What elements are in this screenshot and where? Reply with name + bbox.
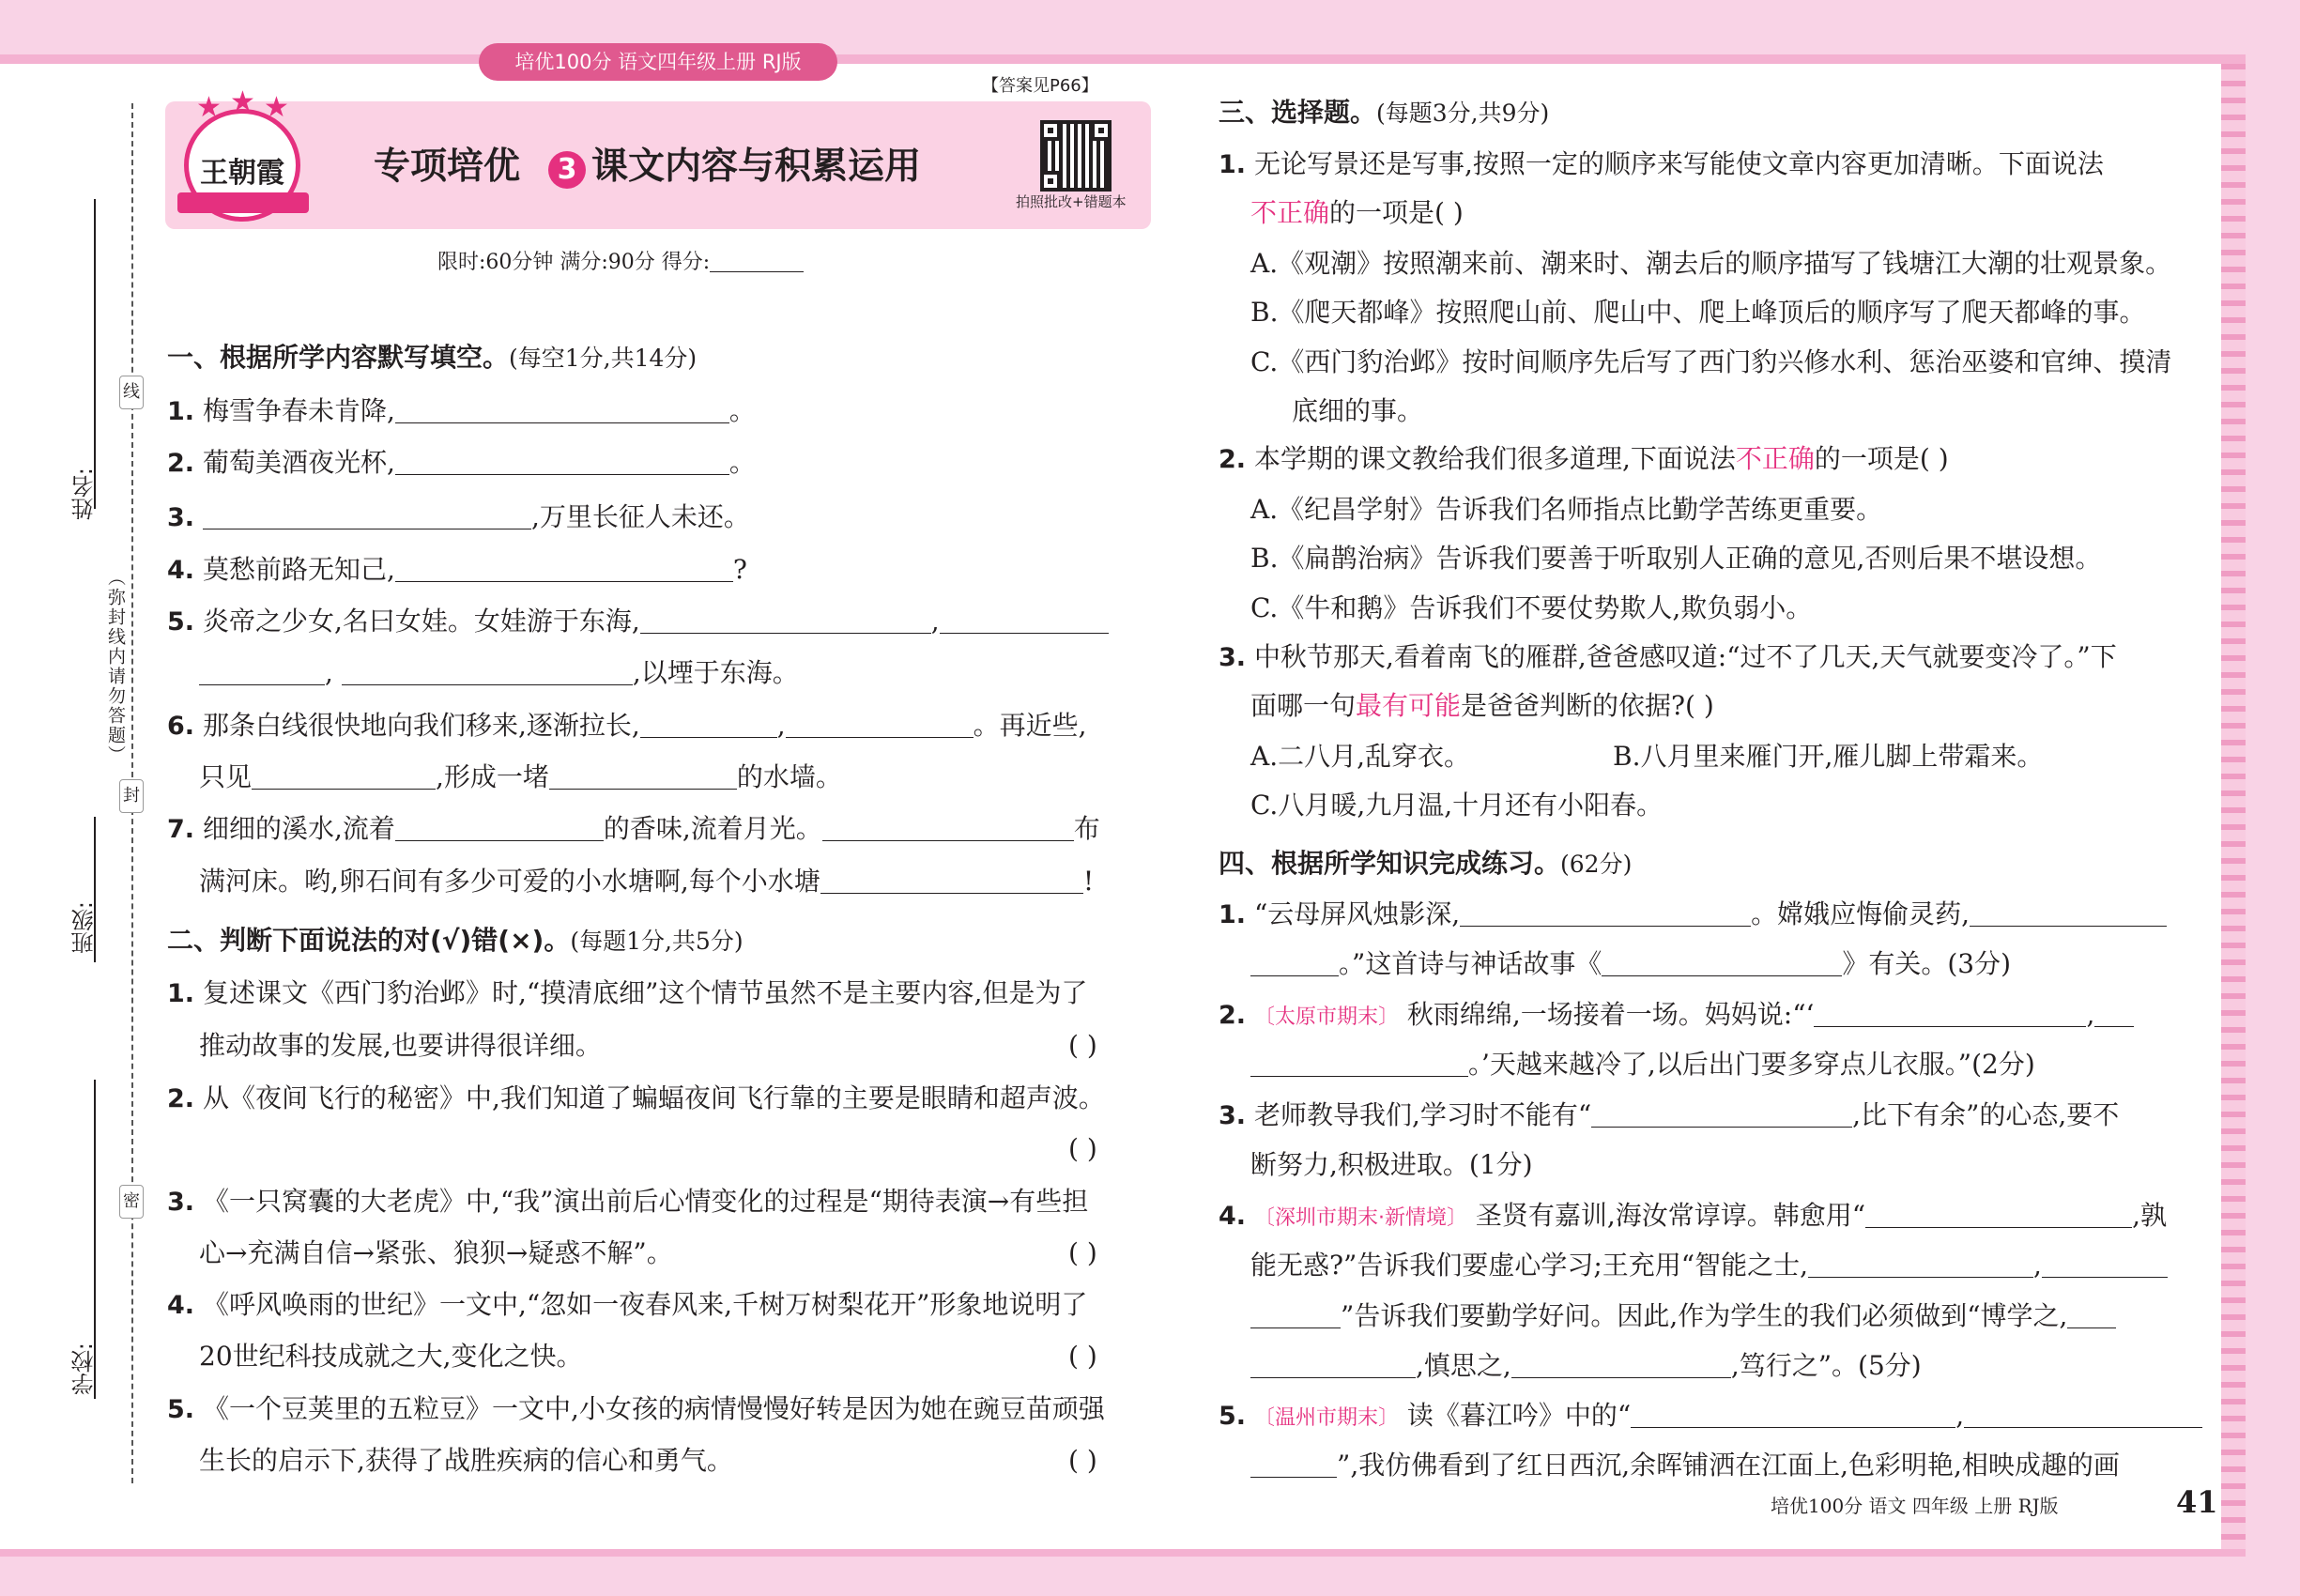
s2-q1-answer[interactable]: ( ) (1068, 1030, 1097, 1061)
s3-q2-option-b[interactable]: B.《扁鹊治病》告诉我们要善于听取别人正确的意见,否则后果不堪设想。 (1250, 543, 2102, 574)
s4-q4b: 能无惑?”告诉我们要虚心学习;王充用“智能之士, , (1250, 1247, 2168, 1284)
s3-q3-option-c[interactable]: C.八月暖,九月温,十月还有小阳春。 (1250, 790, 1664, 821)
seal-word-feng: 封 (119, 779, 144, 813)
s2-q5a: 5. 《一个豆荚里的五粒豆》一文中,小女孩的病情慢慢好转是因为她在豌豆苗顽强 (167, 1393, 1105, 1424)
s1-q1: 1. 梅雪争春未肯降, 。 (167, 395, 756, 426)
s1-q7a: 7. 细细的溪水,流着 的香味,流着月光。 布 (167, 813, 1100, 844)
s4-q2b: 。’天越来越冷了,以后出门要多穿点儿衣服。”(2分) (1250, 1046, 2035, 1083)
section-3-title: 三、选择题。(每题3分,共9分) (1219, 97, 1550, 128)
s3-q3b: 面哪一句最有可能是爸爸判断的依据?( ) (1250, 690, 1714, 721)
s1-q5b: , ,以堙于东海。 (199, 654, 799, 692)
s1-q6b: 只见 ,形成一堵 的水墙。 (199, 761, 842, 792)
s3-q1-option-c[interactable]: C.《西门豹治邺》按时间顺序先后写了西门豹兴修水利、惩治巫婆和官绅、摸清 (1250, 346, 2172, 377)
s3-q3-option-a[interactable]: A.二八月,乱穿衣。 (1250, 741, 1471, 772)
s3-q2a: 2. 本学期的课文教给我们很多道理,下面说法不正确的一项是( ) (1219, 443, 1949, 474)
s3-q1-option-b[interactable]: B.《爬天都峰》按照爬山前、爬山中、爬上峰顶后的顺序写了爬天都峰的事。 (1250, 297, 2146, 328)
section-4-title: 四、根据所学知识完成练习。(62分) (1219, 848, 1633, 879)
s2-q5-answer[interactable]: ( ) (1068, 1445, 1097, 1476)
section-1-title: 一、根据所学内容默写填空。(每空1分,共14分) (167, 342, 698, 373)
seal-note: （弥封线内请勿答题） (105, 568, 126, 765)
qr-caption: 拍照批改+错题本 (1016, 193, 1127, 210)
s4-q2a: 2. 〔太原市期末〕 秋雨绵绵,一场接着一场。妈妈说:“‘ , (1219, 996, 2134, 1036)
class-label: 班级: (71, 901, 98, 955)
s2-q1b: 推动故事的发展,也要讲得很详细。 (199, 1030, 602, 1061)
logo: ★ ★ ★ 王朝霞 (184, 109, 300, 222)
s3-q2-option-c[interactable]: C.《牛和鹅》告诉我们不要仗势欺人,欺负弱小。 (1250, 592, 1813, 623)
s4-q5a: 5. 〔温州市期末〕 读《暮江吟》中的“ , (1219, 1397, 2202, 1437)
s2-q3a: 3. 《一只窝囊的大老虎》中,“我”演出前后心情变化的过程是“期待表演→有些担 (167, 1186, 1089, 1217)
seal-word-mi: 密 (119, 1185, 144, 1219)
header-tab: 培优100分 语文四年级上册 RJ版 (479, 43, 837, 81)
s1-q2: 2. 葡萄美酒夜光杯, 。 (167, 447, 756, 478)
s3-q2-option-a[interactable]: A.《纪昌学射》告诉我们名师指点比勤学苦练更重要。 (1250, 494, 1883, 525)
s1-q5a: 5. 炎帝之少女,名曰女娃。女娃游于东海, , (167, 603, 1109, 641)
s2-q4b: 20世纪科技成就之大,变化之快。 (199, 1341, 583, 1372)
s3-q3-option-b[interactable]: B.八月里来雁门开,雁儿脚上带霜来。 (1613, 741, 2044, 772)
s2-q5b: 生长的启示下,获得了战胜疾病的信心和勇气。 (199, 1445, 733, 1476)
s2-q3b: 心→充满自信→紧张、狼狈→疑惑不解”。 (199, 1237, 673, 1268)
s4-q3a: 3. 老师教导我们,学习时不能有“ ,比下有余”的心态,要不 (1219, 1099, 2120, 1130)
school-label: 学校: (71, 1343, 98, 1396)
section-2-title: 二、判断下面说法的对(√)错(×)。(每题1分,共5分) (167, 925, 744, 956)
s4-q5b: ”,我仿佛看到了红日西沉,余晖铺洒在江面上,色彩明艳,相映成趣的画 (1250, 1447, 2120, 1484)
s4-q4d: ,慎思之, ,笃行之”。(5分) (1250, 1347, 1922, 1385)
s4-q3b: 断努力,积极进取。(1分) (1250, 1149, 1533, 1180)
s4-q1b: 。”这首诗与神话故事《 》有关。(3分) (1250, 945, 2011, 983)
s3-q3a: 3. 中秋节那天,看着南飞的雁群,爸爸感叹道:“过不了几天,天气就要变冷了。”下 (1219, 641, 2117, 672)
answer-ref: 【答案见P66】 (982, 76, 1098, 96)
s1-q7b: 满河床。哟,卵石间有多少可爱的小水塘啊,每个小水塘 ! (199, 866, 1095, 897)
s2-q4a: 4. 《呼风唤雨的世纪》一文中,“忽如一夜春风来,千树万树梨花开”形象地说明了 (167, 1289, 1088, 1320)
s2-q2-answer[interactable]: ( ) (1068, 1133, 1097, 1164)
qr-code[interactable] (1040, 120, 1112, 192)
s3-q1-option-a[interactable]: A.《观潮》按照潮来前、潮来时、潮去后的顺序描写了钱塘江大潮的壮观景象。 (1250, 248, 2172, 279)
s3-q1-option-c2: 底细的事。 (1292, 395, 1424, 426)
footer-text: 培优100分 语文 四年级 上册 RJ版 (1771, 1495, 2059, 1517)
s1-q4: 4. 莫愁前路无知己, ? (167, 554, 747, 585)
s2-q3-answer[interactable]: ( ) (1068, 1237, 1097, 1268)
s2-q1a: 1. 复述课文《西门豹治邺》时,“摸清底细”这个情节虽然不是主要内容,但是为了 (167, 977, 1088, 1008)
s1-q3: 3. ,万里长征人未还。 (167, 501, 750, 532)
s2-q4-answer[interactable]: ( ) (1068, 1341, 1097, 1372)
seal-word-xian: 线 (119, 376, 144, 409)
s4-q4c: ”告诉我们要勤学好问。因此,作为学生的我们必须做到“博学之, (1250, 1297, 2116, 1335)
name-label: 姓名: (71, 468, 98, 521)
s3-q1b: 不正确的一项是( ) (1250, 197, 1464, 228)
s4-q4a: 4. 〔深圳市期末·新情境〕 圣贤有嘉训,海汝常谆谆。韩愈用“ ,孰 (1219, 1200, 2167, 1231)
s3-q1a: 1. 无论写景还是写事,按照一定的顺序来写能使文章内容更加清晰。下面说法 (1219, 148, 2104, 179)
s4-q1a: 1. “云母屏风烛影深, 。嫦娥应悔偷灵药, (1219, 896, 2167, 934)
s1-q6a: 6. 那条白线很快地向我们移来,逐渐拉长, , 。再近些, (167, 710, 1087, 741)
name-line (94, 199, 96, 509)
page-number: 41 (2176, 1484, 2218, 1520)
exam-info: 限时:60分钟 满分:90分 得分: (437, 244, 804, 282)
page-title: 专项培优 3 课文内容与积累运用 (374, 146, 922, 188)
s2-q2a: 2. 从《夜间飞行的秘密》中,我们知道了蝙蝠夜间飞行靠的主要是眼睛和超声波。 (167, 1082, 1105, 1113)
